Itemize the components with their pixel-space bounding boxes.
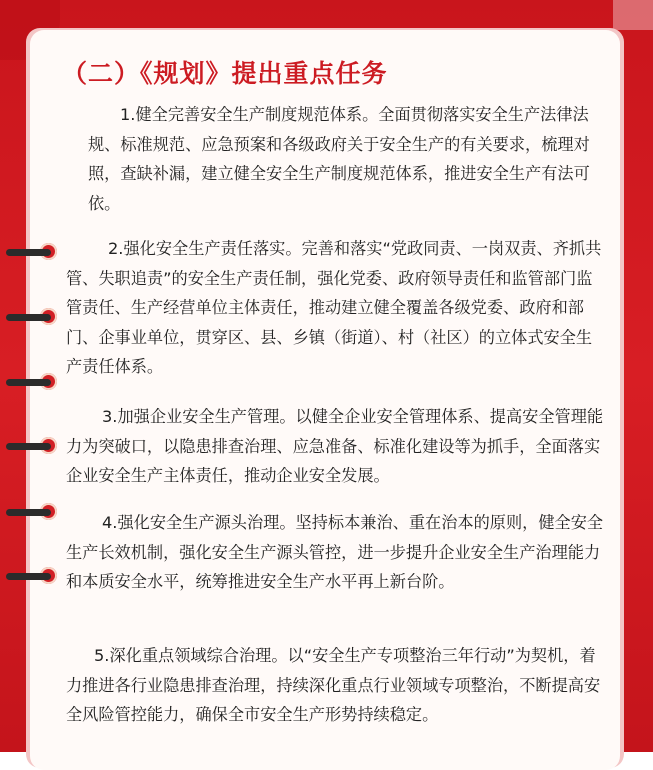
binder-ring-icon bbox=[6, 502, 58, 522]
section-title: （二）《规划》提出重点任务 bbox=[62, 59, 388, 88]
task-paragraph-4: 4.强化安全生产源头治理。坚持标本兼治、重在治本的原则，健全安全生产长效机制，强化安全生产源头管控，进一步提升企业安全生产治理能力和本质安全水平，统筹推进安全生产水平再上新台阶。 bbox=[66, 513, 604, 591]
task-paragraph-2: 2.强化安全生产责任落实。完善和落实“党政同责、一岗双责、齐抓共管、失职追责”的安全生产责任制，强化党委、政府领导责任和监管部门监管责任、生产经营单位主体责任，推动建立健全覆盖各级党委、政府和部门、企事业单位，贯穿区、县、乡镇（街道）、村（社区）的立体式安全生产责任体系。 bbox=[66, 239, 602, 376]
binder-ring-icon bbox=[6, 566, 58, 586]
binder-ring-icon bbox=[6, 436, 58, 456]
task-paragraph-5: 5.深化重点领域综合治理。以“安全生产专项整治三年行动”为契机，着力推进各行业隐患排查治理，持续深化重点行业领域专项整治，不断提高安全风险管控能力，确保全市安全生产形势持续稳定。 bbox=[66, 646, 601, 724]
binder-ring-icon bbox=[6, 307, 58, 327]
task-paragraph-3: 3.加强企业安全生产管理。以健全企业安全管理体系、提高安全管理能力为突破口，以隐患排查治理、应急准备、标准化建设等为抓手，全面落实企业安全生产主体责任，推动企业安全发展。 bbox=[66, 407, 604, 485]
background-corner-decoration bbox=[613, 0, 653, 30]
task-paragraph-1: 1.健全完善安全生产制度规范体系。全面贯彻落实安全生产法律法规、标准规范、应急预案和各级政府关于安全生产的有关要求，梳理对照，查缺补漏，建立健全安全生产制度规范体系，推进安全生产有法可依。 bbox=[88, 105, 590, 213]
binder-ring-icon bbox=[6, 242, 58, 262]
binder-ring-icon bbox=[6, 372, 58, 392]
